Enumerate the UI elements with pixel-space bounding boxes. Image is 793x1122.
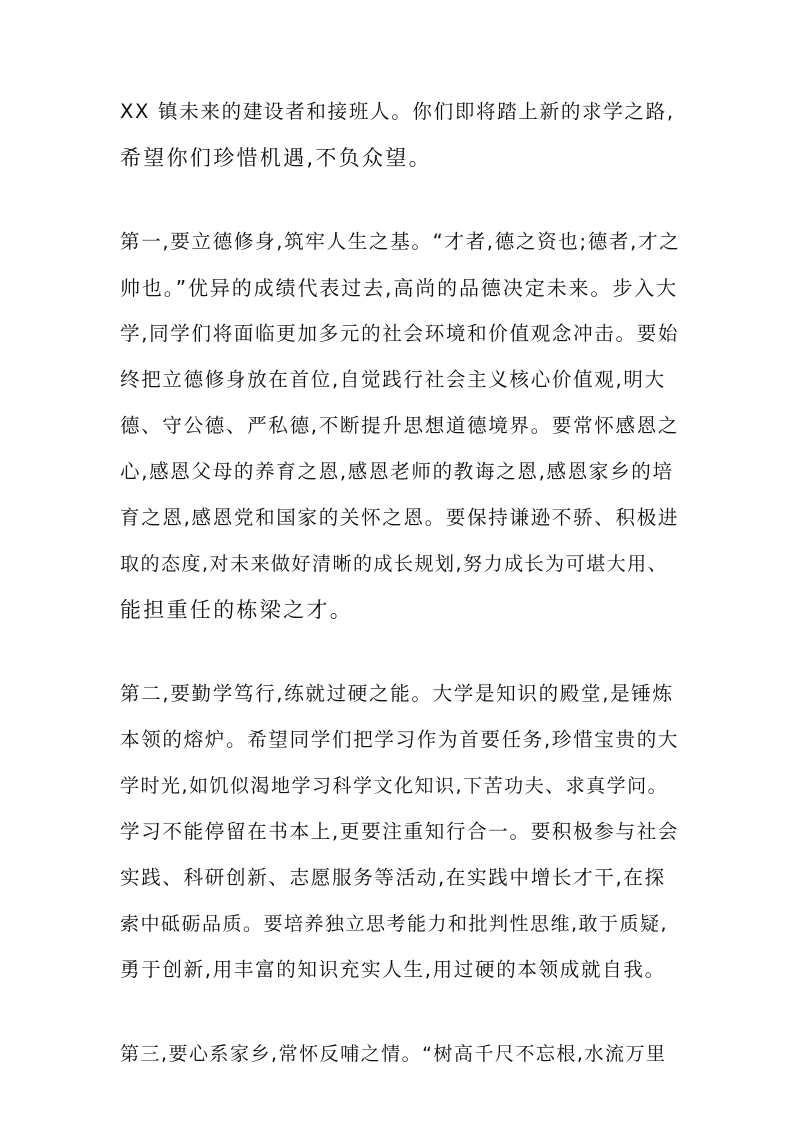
paragraph-3-line-3: 学时光,如饥似渴地学习科学文化知识,下苦功夫、求真学问。 [120,775,669,797]
paragraph-1-line-1: XX 镇未来的建设者和接班人。你们即将踏上新的求学之路, [120,100,675,123]
paragraph-2-line-3: 学,同学们将面临更加多元的社会环境和价值观念冲击。要始 [120,322,680,345]
paragraph-3-line-5: 实践、科研创新、志愿服务等活动,在实践中增长才干,在探 [120,866,666,889]
paragraph-3-line-4: 学习不能停留在书本上,更要注重知行合一。要积极参与社会 [120,820,680,843]
paragraph-2-line-1: 第一,要立德修身,筑牢人生之基。“才者,德之资也;德者,才之 [120,230,681,253]
paragraph-2-line-4: 终把立德修身放在首位,自觉践行社会主义核心价值观,明大 [120,368,666,391]
paragraph-2-line-7: 育之恩,感恩党和国家的关怀之恩。要保持谦逊不骄、积极进 [120,506,680,529]
paragraph-2-line-8: 取的态度,对未来做好清晰的成长规划,努力成长为可堪大用、 [120,553,669,575]
paragraph-3-line-6: 索中砥砺品质。要培养独立思考能力和批判性思维,敢于质疑, [120,913,669,935]
paragraph-3-line-7: 勇于创新,用丰富的知识充实人生,用过硬的本领成就自我。 [120,958,666,981]
paragraph-2-line-6: 心,感恩父母的养育之恩,感恩老师的教诲之恩,感恩家乡的培 [120,460,674,483]
paragraph-1-line-2: 希望你们珍惜机遇,不负众望。 [120,146,432,170]
paragraph-3-line-2: 本领的熔炉。希望同学们把学习作为首要任务,珍惜宝贵的大 [120,728,680,751]
paragraph-2-line-5: 德、守公德、严私德,不断提升思想道德境界。要常怀感恩之 [120,414,680,437]
paragraph-4-line-1: 第三,要心系家乡,常怀反哺之情。“树高千尺不忘根,水流万里 [120,1043,667,1065]
paragraph-3-line-1: 第二,要勤学笃行,练就过硬之能。大学是知识的殿堂,是锤炼 [120,682,674,705]
paragraph-2-line-2: 帅也。”优异的成绩代表过去,高尚的品德决定未来。步入大 [120,276,679,300]
paragraph-2-line-9: 能担重任的栋梁之才。 [120,598,353,622]
